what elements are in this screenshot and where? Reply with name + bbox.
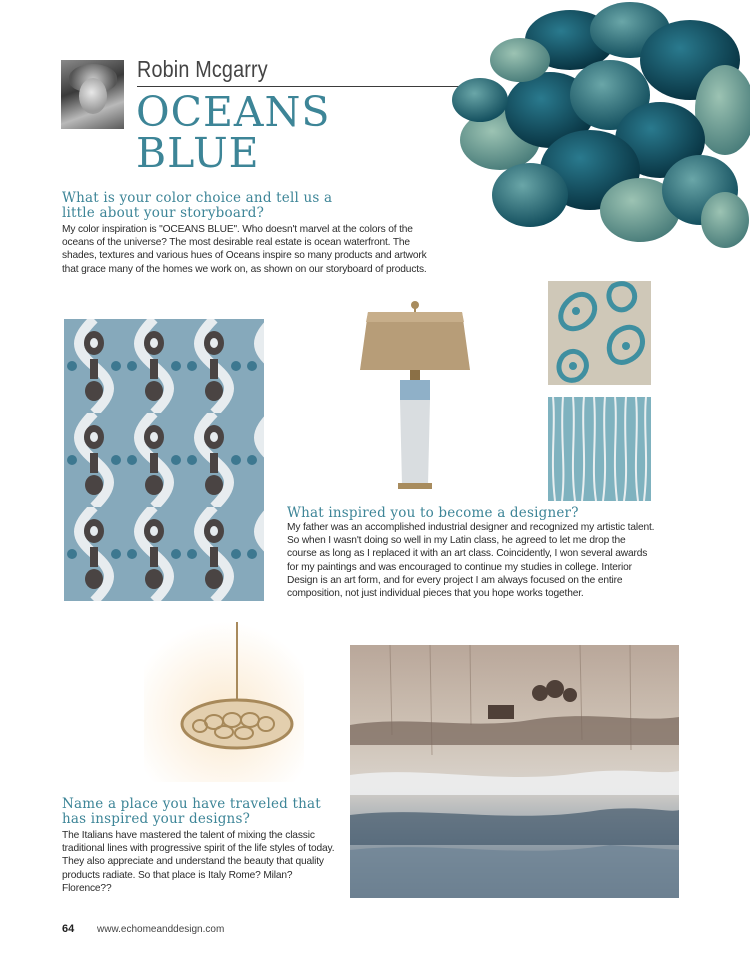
ikat-rug-photo (64, 319, 264, 601)
page-number: 64 (62, 923, 75, 935)
question-heading-travel-place: Name a place you have traveled that has inspired your designs? (62, 796, 321, 827)
website-url: www.echomeanddesign.com (97, 924, 225, 935)
answer-designer-inspiration: My father was an accomplished industrial designer and recognized my artistic talent. So when I wasn't doing so well in my Latin class, he agreed to let me drop the course as long as I replaced it with an art class. Coincidently, I won several awards for my paintings and was encouraged to continue my studies in college. Interior Design is an art form, and for every project I am always focused on the entire composition, not just individual pieces that you hope works together. (287, 522, 655, 600)
bark-texture-swatch (548, 397, 651, 501)
article-title-line1: OCEANS (136, 88, 331, 136)
author-name: Robin Mcgarry (137, 56, 268, 82)
question-heading-color-choice: What is your color choice and tell us a little about your storyboard? (62, 190, 333, 221)
table-lamp-photo (350, 300, 480, 495)
answer-color-choice: My color inspiration is "OCEANS BLUE". Who doesn't marvel at the colors of the oceans of the universe? The most desirable real estate is ocean waterfront. The shades, textures and various hues of Oceans inspire so many products and artwork that grace many of the homes we work on, as shown on our storyboard of products. (62, 224, 427, 275)
author-portrait (61, 60, 124, 129)
question-heading-designer-inspiration: What inspired you to become a designer? (287, 505, 579, 521)
article-title-line2: BLUE (136, 129, 260, 177)
hydrangea-photo (440, 0, 750, 255)
seascape-painting (350, 645, 679, 898)
paisley-fabric-swatch (548, 281, 651, 385)
answer-travel-place: The Italians have mastered the talent of mixing the classic traditional lines with progressive spirit of the life styles of today. They also appreciate and understand the beauty that quality products radiate. So that place is Italy Rome? Milan? Florence?? (62, 830, 335, 894)
pendant-light-photo (144, 622, 304, 782)
